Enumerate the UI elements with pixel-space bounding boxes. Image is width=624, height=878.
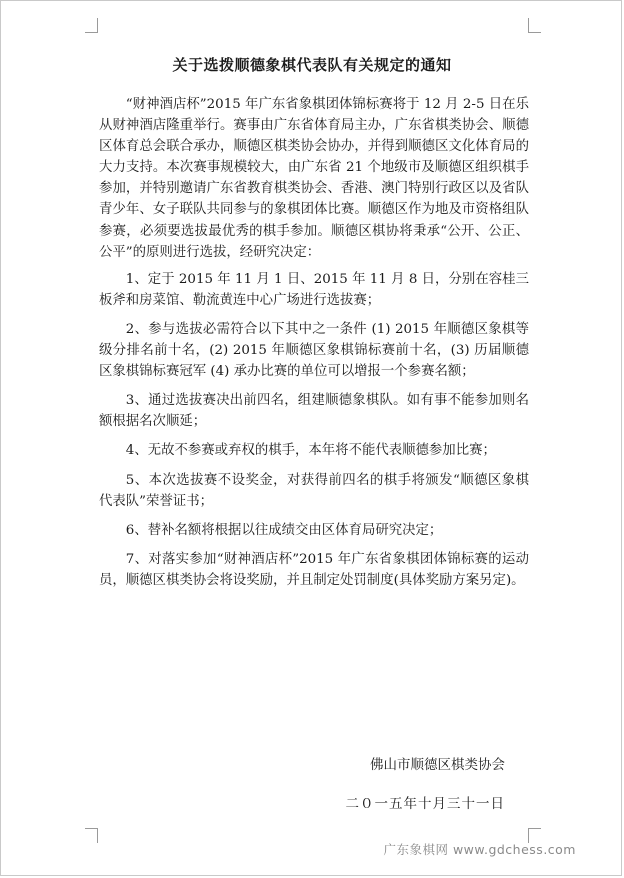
- crop-mark-top-left: [85, 18, 98, 33]
- crop-mark-top-right: [528, 18, 541, 33]
- rule-item-2: 2、参与选拔必需符合以下其中之一条件 (1) 2015 年顺德区象棋等级分排名前十名，(2) 2015 年顺德区象棋锦标赛前十名，(3) 历届顺德区象棋锦标赛冠军 (4) 承办比赛的单位可以增报一个参赛名额；: [99, 321, 529, 380]
- rule-item-5: 5、本次选拔赛不设奖金，对获得前四名的棋手将颁发“顺德区象棋代表队”荣誉证书；: [99, 472, 529, 509]
- rule-item-4: 4、无故不参赛或弃权的棋手，本年将不能代表顺德参加比赛；: [125, 443, 496, 459]
- rule-item-1: 1、定于 2015 年 11 月 1 日、2015 年 11 月 8 日，分别在容桂三板斧和房菜馆、勒流黄连中心广场进行选拔赛；: [99, 271, 529, 308]
- signature-organization: 佛山市顺德区棋类协会: [370, 757, 505, 773]
- crop-mark-bottom-left: [85, 828, 98, 843]
- rule-item-3: 3、通过选拔赛决出前四名，组建顺德象棋队。如有事不能参加则名额根据名次顺延；: [99, 393, 529, 430]
- signature-date: 二０一五年十月三十一日: [345, 796, 505, 812]
- rule-item-6: 6、替补名额将根据以往成绩交由区体育局研究决定；: [125, 522, 443, 538]
- site-watermark: 广东象棋网 www.gdchess.com: [383, 842, 576, 857]
- document-title: 关于选拨顺德象棋代表队有关规定的通知: [172, 56, 452, 74]
- rule-item-7: 7、对落实参加“财神酒店杯”2015 年广东省象棋团体锦标赛的运动员，顺德区棋类协会将设奖励，并且制定处罚制度(具体奖励方案另定)。: [99, 551, 529, 588]
- intro-paragraph: “财神酒店杯”2015 年广东省象棋团体锦标赛将于 12 月 2-5 日在乐从财神酒店隆重举行。赛事由广东省体育局主办，广东省棋类协会、顺德区体育总会联合承办，顺德区棋类协会协办，并得到顺德区文化体育局的大力支持。本次赛事规模较大，由广东省 21 个地级市及顺德区组织棋手参加，并特别邀请广东省教育棋类协会、香港、澳门特别行政区以及省队青少年、女子联队共同参与的象棋团体比赛。顺德区作为地及市资格组队参赛，必须要选拔最优秀的棋手参加。顺德区棋协将秉承“公开、公正、公平”的原则进行选拔，经研究决定：: [99, 97, 529, 260]
- document-body: [99, 94, 529, 599]
